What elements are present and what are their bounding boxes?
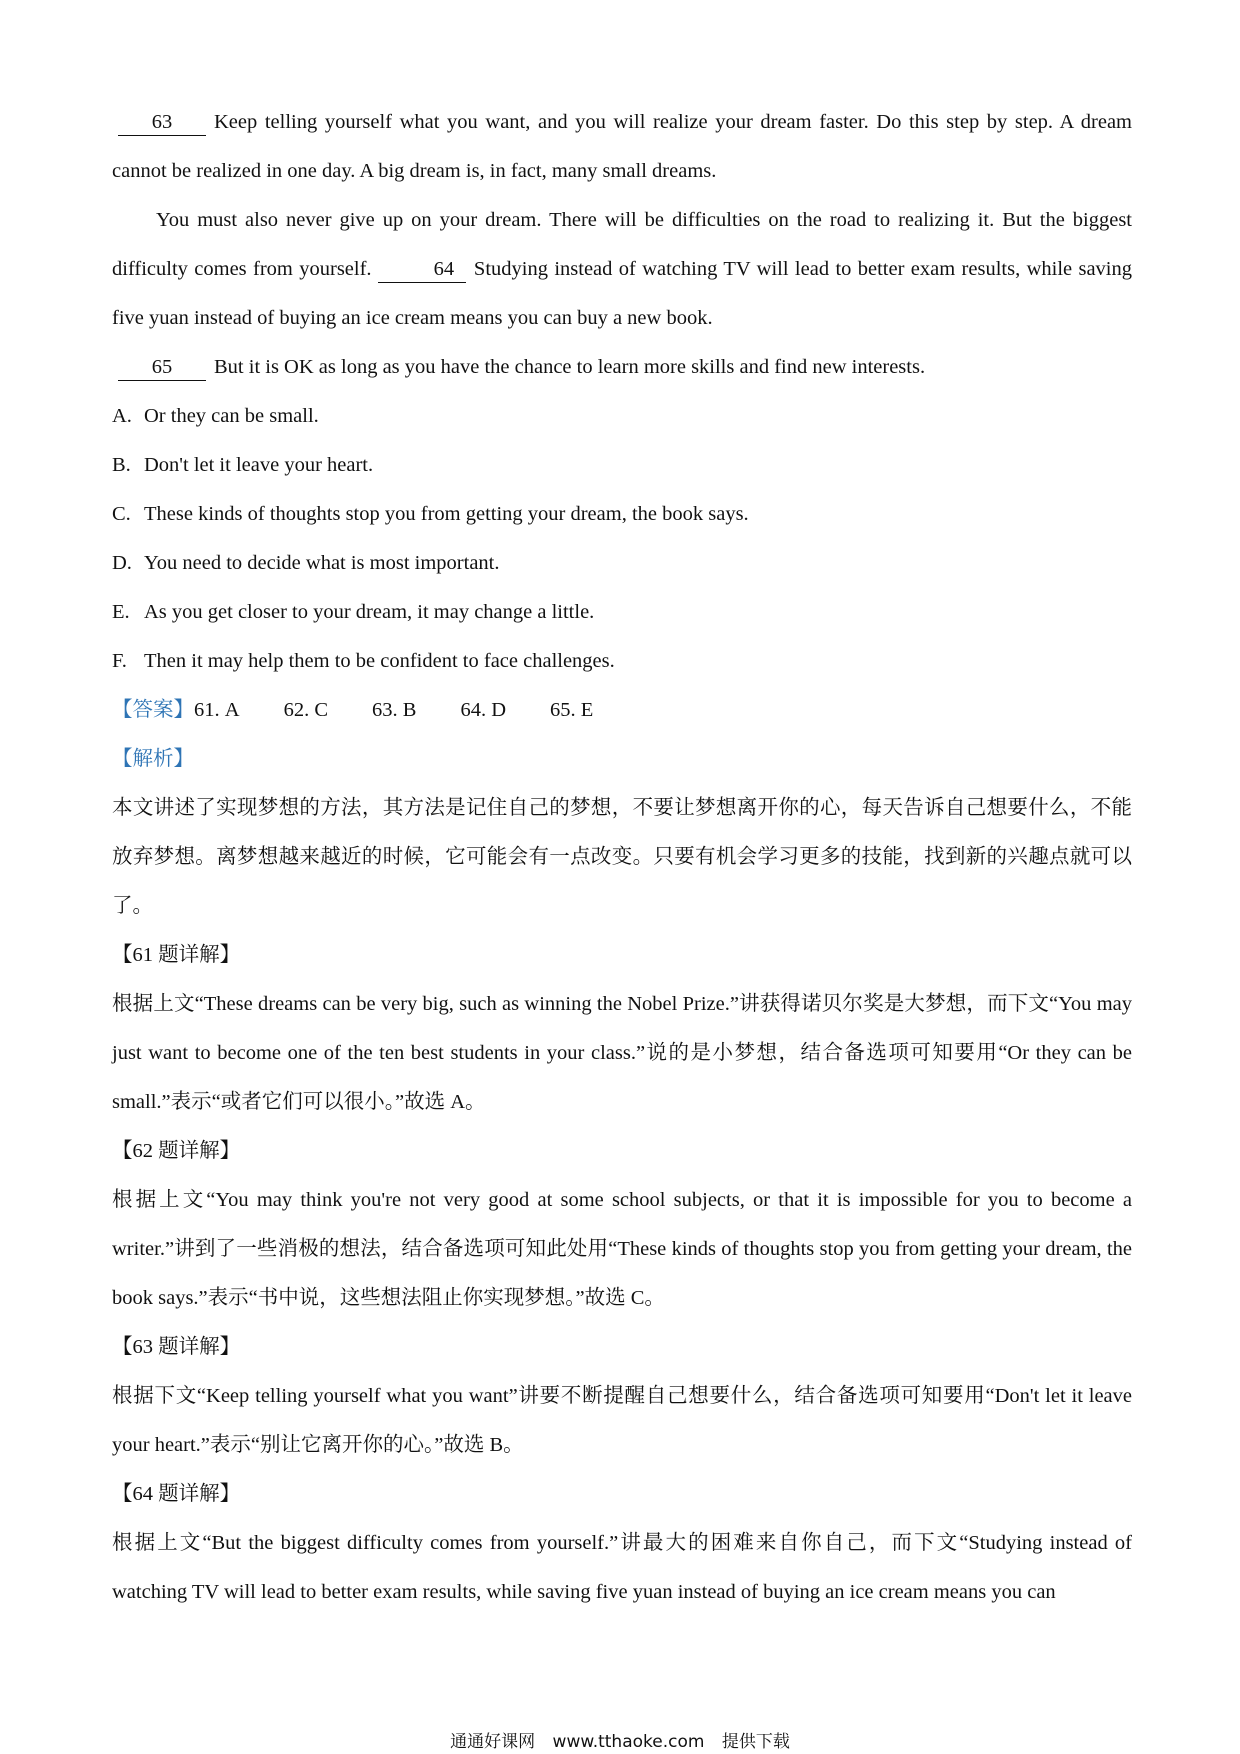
option-text: As you get closer to your dream, it may change a little. — [144, 601, 595, 623]
option-letter: F. — [112, 650, 127, 672]
document-content — [112, 98, 1132, 1617]
paragraph-text-after: Studying instead of watching TV will lead to better exam results, while saving five yuan instead of buying an ice cream means you can buy a new book. — [112, 258, 1133, 329]
detail-heading-61: 【61 题详解】 — [112, 944, 241, 966]
option-text: You need to decide what is most important. — [144, 552, 500, 574]
detail-heading-62: 【62 题详解】 — [112, 1140, 241, 1162]
option-d — [112, 539, 1132, 588]
blank-65: 65 — [118, 354, 206, 381]
analysis-label: 【解析】 — [112, 748, 194, 770]
footer-site-name: 通通好课网 — [450, 1732, 536, 1752]
answer-label: 【答案】 — [112, 699, 194, 721]
passage-paragraph-64 — [112, 196, 1132, 343]
option-text: These kinds of thoughts stop you from getting your dream, the book says. — [144, 503, 749, 525]
option-text: Or they can be small. — [144, 405, 319, 427]
option-letter: E. — [112, 601, 130, 623]
footer-suffix: 提供下载 — [721, 1732, 790, 1752]
option-b — [112, 441, 1132, 490]
detail-text-63: 根据下文“Keep telling yourself what you want”讲要不断提醒自己想要什么，结合备选项可知要用“Don't let it leave your heart.”表示“别让它离开你的心。”故选 B。 — [112, 1385, 1132, 1456]
paragraph-text: Keep telling yourself what you want, and you will realize your dream faster. Do this step by step. A dream cannot be realized in one day. A big dream is, in fact, many small dreams. — [112, 111, 1132, 182]
answer-item: 63. B — [372, 699, 417, 721]
analysis-summary: 本文讲述了实现梦想的方法，其方法是记住自己的梦想，不要让梦想离开你的心，每天告诉自己想要什么，不能放弃梦想。离梦想越来越近的时候，它可能会有一点改变。只要有机会学习更多的技能，找到新的兴趣点就可以了。 — [112, 797, 1132, 917]
option-c — [112, 490, 1132, 539]
answer-item: 65. E — [550, 699, 594, 721]
option-e — [112, 588, 1132, 637]
page-footer — [0, 1727, 1240, 1752]
paragraph-text-before: You must also never give up on your dream. There will be difficulties on the road to realizing it. But the biggest difficulty comes from yourself. — [112, 209, 1132, 280]
answer-line — [112, 686, 1132, 735]
option-letter: B. — [112, 454, 131, 476]
answer-item: 64. D — [460, 699, 506, 721]
detail-heading-63: 【63 题详解】 — [112, 1336, 241, 1358]
option-a — [112, 392, 1132, 441]
answer-item: 61. A — [194, 699, 240, 721]
detail-text-64: 根据上文“But the biggest difficulty comes from yourself.”讲最大的困难来自你自己，而下文“Studying instead of watching TV will lead to better exam results, while saving five yuan instead of buying an ice cream means you can — [112, 1532, 1132, 1603]
option-text: Don't let it leave your heart. — [144, 454, 374, 476]
detail-text-61: 根据上文“These dreams can be very big, such as winning the Nobel Prize.”讲获得诺贝尔奖是大梦想，而下文“You may just want to become one of the ten best students in your class.”说的是小梦想，结合备选项可知要用“Or they can be small.”表示“或者它们可以很小。”故选 A。 — [112, 993, 1132, 1113]
blank-63: 63 — [118, 109, 206, 136]
blank-64: 64 — [378, 256, 466, 283]
passage-paragraph-63 — [112, 98, 1132, 196]
option-letter: C. — [112, 503, 131, 525]
option-letter: A. — [112, 405, 132, 427]
answer-item: 62. C — [283, 699, 328, 721]
footer-url[interactable]: www.tthaoke.com — [552, 1732, 705, 1752]
option-letter: D. — [112, 552, 132, 574]
paragraph-text: But it is OK as long as you have the chance to learn more skills and find new interests. — [214, 356, 926, 378]
passage-paragraph-65 — [112, 343, 1132, 392]
option-f — [112, 637, 1132, 686]
option-text: Then it may help them to be confident to face challenges. — [144, 650, 615, 672]
detail-text-62: 根据上文“You may think you're not very good at some school subjects, or that it is impossible for you to become a writer.”讲到了一些消极的想法，结合备选项可知此处用“These kinds of thoughts stop you from getting your dream, the book says.”表示“书中说，这些想法阻止你实现梦想。”故选 C。 — [112, 1189, 1132, 1309]
detail-heading-64: 【64 题详解】 — [112, 1483, 241, 1505]
